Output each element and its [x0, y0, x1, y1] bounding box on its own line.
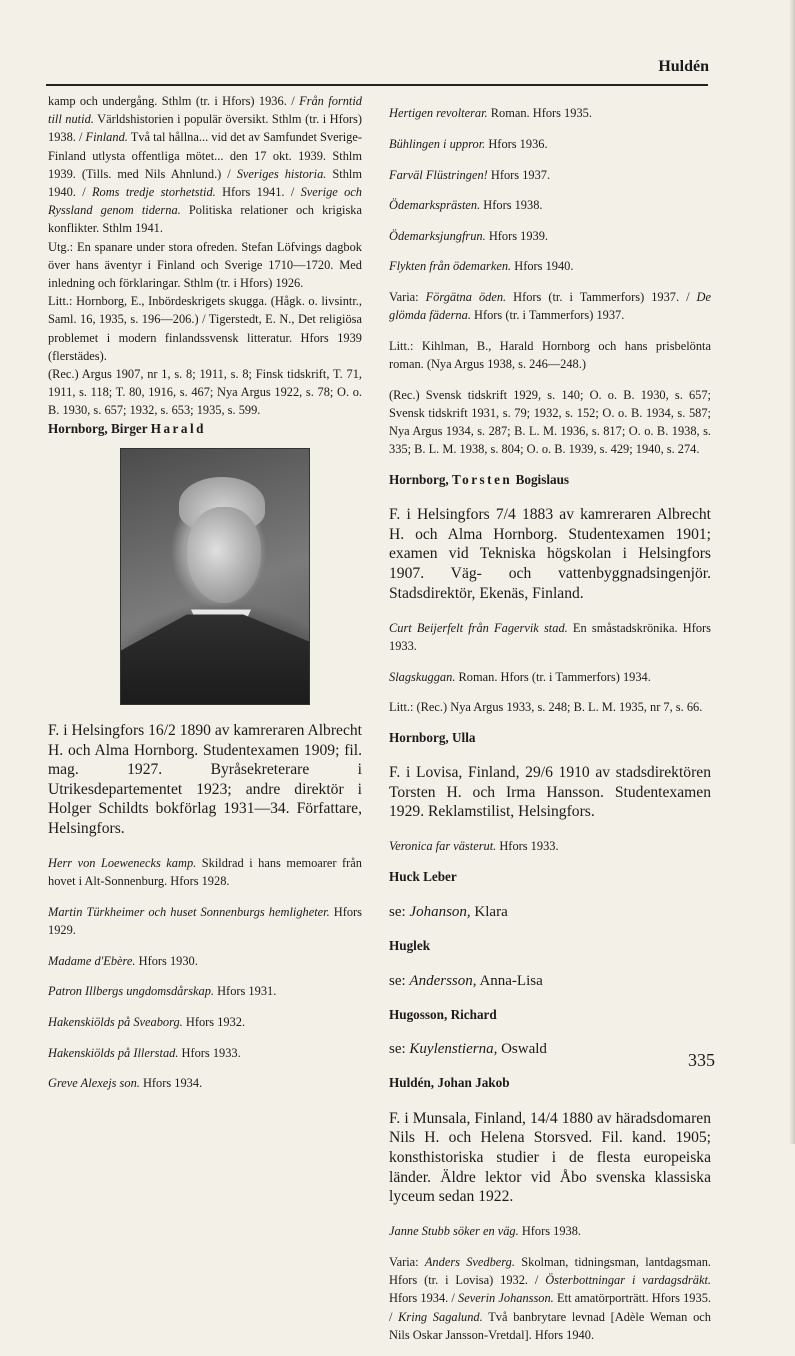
- see-target: Johanson,: [409, 903, 471, 920]
- see-reference: [389, 971, 711, 991]
- work-text: Två banbrytare levnad [Adèle Weman och Nils Oskar Jansson-Vretdal]. Hfors 1940.: [389, 1309, 711, 1342]
- left-column: [48, 92, 362, 1105]
- work-text: Hfors 1934.: [139, 1076, 203, 1091]
- work-item: [48, 1074, 362, 1092]
- see-target-given: Oswald: [497, 1041, 547, 1058]
- heading-given-name: Harald: [150, 420, 206, 436]
- work-title: Herr von Loewenecks kamp.: [48, 856, 197, 871]
- varia-note: [389, 1253, 711, 1344]
- work-title: Från forntid till nutid.: [48, 94, 362, 127]
- see-reference: [389, 902, 711, 922]
- work-text: Hfors 1930.: [135, 953, 198, 968]
- work-text: Politiska relationer och krigiska konflikter. Sthlm 1941.: [48, 203, 363, 236]
- portrait-coat: [121, 614, 309, 704]
- work-text: kamp och undergång. Sthlm (tr. i Hfors) 1936. /: [48, 94, 295, 108]
- work-title: Bühlingen i uppror.: [389, 136, 486, 151]
- work-text: Hfors 1941. /: [215, 185, 301, 200]
- varia-label: Varia:: [389, 1254, 425, 1269]
- entry-heading-huglek: Huglek: [389, 937, 431, 953]
- works-list-birger-continued: [389, 104, 711, 275]
- work-title: Slagskuggan.: [389, 669, 456, 684]
- work-text: Hfors 1939.: [485, 228, 549, 243]
- entry-heading-ulla: Hornborg, Ulla: [389, 729, 476, 745]
- work-item: [48, 903, 362, 939]
- literature-note: Litt.: (Rec.) Nya Argus 1933, s. 248; B. L. M. 1935, nr 7, s. 66.: [389, 700, 703, 715]
- work-text: Hfors 1934. /: [389, 1291, 459, 1306]
- work-item: [48, 982, 362, 1000]
- page-number: 335: [688, 1050, 715, 1070]
- work-title: Kring Sagalund.: [398, 1309, 483, 1324]
- work-title: Österbottningar i vardagsdräkt.: [545, 1273, 711, 1288]
- work-item: [48, 952, 362, 970]
- work-text: Hfors 1931.: [214, 984, 277, 999]
- work-text: Världshistorien i populär översikt. Sthlm (tr. i Hfors) 1938. /: [48, 112, 362, 145]
- work-item: [389, 257, 711, 275]
- work-title: Sveriges historia.: [236, 166, 327, 181]
- work-title: Greve Alexejs son.: [48, 1076, 140, 1091]
- work-text: Två tal hållna... vid det av Samfundet Sverige-Finland utlysta offentliga mötet... den 17 okt. 1939. Sthlm 1939. (Tills. med Nils Ahnlund.) /: [48, 130, 362, 181]
- running-head: Huldén: [658, 58, 709, 75]
- work-item: [48, 1044, 362, 1062]
- work-text: Hfors 1940.: [511, 259, 574, 274]
- see-target-given: Anna-Lisa: [476, 972, 543, 989]
- biography-hulden: F. i Munsala, Finland, 14/4 1880 av häradsdomaren Nils H. och Helena Storsved. Fil. kand. 1905; konsthistoriska studier i de flesta europeiska länder. Äldre lektor vid Åbo svenska klassiska lyceum sedan 1922.: [389, 1109, 711, 1206]
- work-title: Veronica far västerut.: [389, 839, 497, 854]
- work-text: Skildrad i hans memoarer från hovet i Alt-Sonnenburg. Hfors 1928.: [48, 856, 362, 889]
- work-text: En småstadskrönika. Hfors 1933.: [389, 620, 711, 653]
- work-title: Ödemarksprästen.: [389, 198, 481, 213]
- work-title: Patron Illbergs ungdomsdårskap.: [48, 984, 215, 999]
- heading-name: Hornborg,: [389, 471, 453, 487]
- portrait-photo: [120, 448, 310, 705]
- entry-heading-torsten: [389, 471, 711, 490]
- work-title: Farväl Flüstringen!: [389, 167, 488, 182]
- header-rule: [46, 84, 708, 86]
- work-title: Flykten från ödemarken.: [389, 259, 512, 274]
- work-text: Hfors 1933.: [496, 839, 559, 854]
- work-text: Hfors 1938.: [480, 198, 543, 213]
- work-item: [389, 619, 711, 655]
- entry-heading-huck-leber: Huck Leber: [389, 869, 457, 885]
- work-item: [389, 135, 711, 153]
- work-text: Roman. Hfors (tr. i Tammerfors) 1934.: [455, 669, 651, 684]
- works-list-birger: [48, 854, 362, 1092]
- work-item: [389, 837, 711, 855]
- work-item: [389, 1222, 711, 1240]
- work-text: Ett amatörporträtt. Hfors 1935. /: [389, 1291, 711, 1324]
- varia-note: [389, 288, 711, 324]
- work-text: Hfors (tr. i Tammerfors) 1937. /: [506, 289, 697, 304]
- heading-name: Hornborg, Birger: [48, 420, 151, 436]
- work-text: Hfors 1929.: [48, 905, 362, 938]
- varia-label: Varia:: [389, 289, 426, 304]
- work-item: [48, 1013, 362, 1031]
- work-title: Finland.: [85, 130, 128, 145]
- biography-birger: F. i Helsingfors 16/2 1890 av kamreraren Albrecht H. och Alma Hornborg. Studentexamen 1909; fil. mag. 1927. Byråsekreterare i Utrikesdepartementet 1923; andre direktör i Holger Schildts bokförlag 1931—34. Författare, Helsingfors.: [48, 722, 363, 838]
- biography-ulla: F. i Lovisa, Finland, 29/6 1910 av stadsdirektören Torsten H. och Irma Hansson. Studentexamen 1929. Reklamstilist, Helsingfors.: [389, 764, 711, 821]
- reviews-note: (Rec.) Argus 1907, nr 1, s. 8; 1911, s. 8; Finsk tidskrift, T. 71, 1911, s. 118; T. 80, 1916, s. 467; Nya Argus 1922, s. 78; O. o. B. 1930, s. 657; 1932, s. 653; 1935, s. 599.: [48, 367, 362, 418]
- heading-middle-name: Bogislaus: [512, 471, 570, 487]
- work-text: Skolman, tidningsman, lantdagsman. Hfors (tr. i Lovisa) 1932. /: [389, 1254, 711, 1288]
- work-item: [389, 166, 711, 184]
- work-item: [389, 104, 711, 122]
- work-text: Roman. Hfors 1935.: [487, 106, 592, 121]
- heading-given-name: Torsten: [452, 471, 513, 487]
- work-title: Hakenskiölds på Illerstad.: [48, 1045, 179, 1060]
- editor-note: Utg.: En spanare under stora ofreden. Stefan Löfvings dagbok över hans äventyr i Finland och Sverige 1710—1720. Med inledning och förklaringar. Sthlm (tr. i Hfors) 1926.: [48, 239, 362, 291]
- work-title: Curt Beijerfelt från Fagervik stad.: [389, 620, 568, 635]
- work-title: Martin Türkheimer och huset Sonnenburgs hemligheter.: [48, 905, 330, 919]
- literature-note: Litt.: Kihlman, B., Harald Hornborg och hans prisbelönta roman. (Nya Argus 1938, s. 246—248.): [389, 338, 711, 371]
- see-label: se:: [389, 1041, 410, 1058]
- entry-continuation: [48, 92, 362, 420]
- see-target: Kuylenstierna,: [409, 1041, 498, 1058]
- work-title: Hertigen revolterar.: [389, 106, 488, 121]
- work-title: Förgätna öden.: [425, 289, 507, 304]
- entry-heading-hulden: Huldén, Johan Jakob: [389, 1075, 510, 1091]
- work-text: Hfors 1938.: [518, 1224, 582, 1239]
- work-title: Sverige och Ryssland genom tiderna.: [48, 185, 362, 218]
- work-title: Anders Svedberg.: [424, 1254, 515, 1269]
- continued-works: [48, 92, 362, 238]
- entry-heading-hugosson: Hugosson, Richard: [389, 1006, 497, 1022]
- portrait-face: [187, 507, 261, 603]
- reviews-note: (Rec.) Svensk tidskrift 1929, s. 140; O. o. B. 1930, s. 657; Svensk tidskrift 1931, s. 79; 1932, s. 152; O. o. B. 1934, s. 587; Nya Argus 1934, s. 287; B. L. M. 1936, s. 817; O. o. B. 1938, s. 335; B. L. M. 1938, s. 804; O. o. B. 1939, s. 429; 1940, s. 274.: [389, 387, 711, 457]
- work-title: Hakenskiölds på Sveaborg.: [48, 1014, 183, 1029]
- work-title: Madame d'Ebère.: [48, 953, 136, 968]
- work-title: Roms tredje storhetstid.: [91, 185, 216, 200]
- work-text: Hfors 1936.: [485, 136, 548, 151]
- work-text: Sthlm 1940. /: [48, 166, 362, 200]
- work-item: [389, 227, 711, 245]
- work-title: Severin Johansson.: [458, 1291, 554, 1306]
- work-item: [48, 854, 362, 890]
- see-reference: [389, 1039, 711, 1059]
- work-text: Hfors (tr. i Tammerfors) 1937.: [470, 308, 625, 323]
- work-item: [389, 668, 711, 686]
- entry-heading-birger-harald: [48, 420, 362, 439]
- work-title: Ödemarksjungfrun.: [389, 228, 486, 243]
- page-edge: [789, 0, 795, 1144]
- see-target: Andersson,: [409, 972, 477, 989]
- work-title: De glömda fäderna.: [389, 289, 711, 323]
- work-item: [389, 196, 711, 214]
- biography-torsten: F. i Helsingfors 7/4 1883 av kamreraren Albrecht H. och Alma Hornborg. Studentexamen 1901; examen vid Tekniska högskolan i Helsingfors 1907. Väg- och vattenbyggnadsingenjör. Stadsdirektör, Ekenäs, Finland.: [389, 506, 711, 602]
- literature-note: Litt.: Hornborg, E., Inbördeskrigets skugga. (Hågk. o. livsintr., Saml. 16, 1935, s. 196—206.) / Tigerstedt, E. N., Det religiösa problemet i modern finlandssvensk litteratur. Hfors 1939 (flerstädes).: [48, 294, 362, 363]
- see-label: se:: [389, 903, 410, 920]
- see-target-given: Klara: [470, 903, 508, 920]
- see-label: se:: [389, 972, 410, 989]
- right-column: [389, 92, 711, 1356]
- work-text: Hfors 1932.: [182, 1014, 246, 1029]
- work-text: Hfors 1937.: [487, 167, 551, 182]
- work-text: Hfors 1933.: [178, 1045, 241, 1060]
- work-title: Janne Stubb söker en väg.: [389, 1224, 519, 1239]
